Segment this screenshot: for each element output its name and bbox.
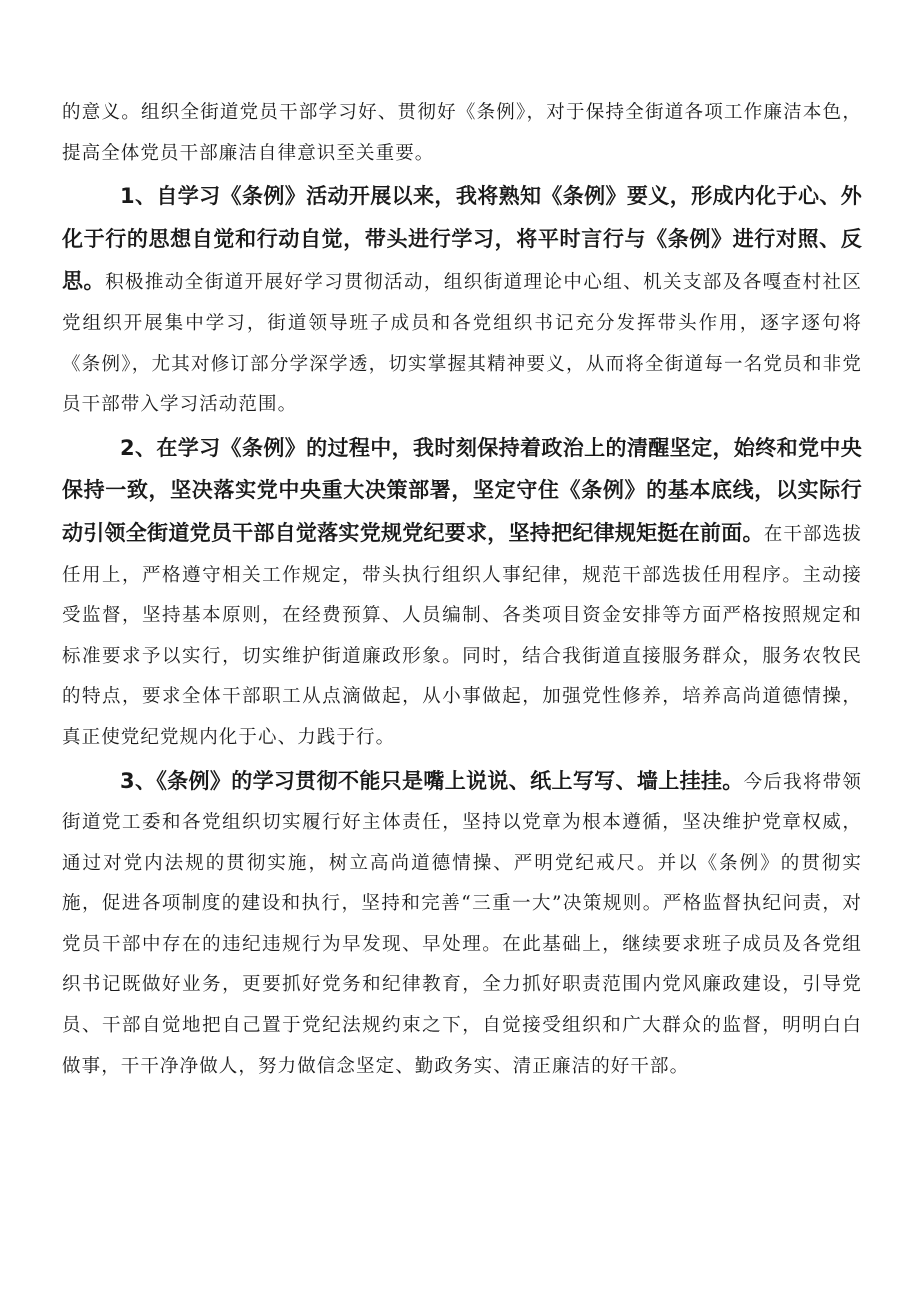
paragraph-item-3-text: 今后我将带领街道党工委和各党组织切实履行好主体责任，坚持以党章为根本遵循，坚决维护党章权威，通过对党内法规的贯彻实施，树立高尚道德情操、严明党纪戒尺。并以《条例》的贯彻实施，促进各项制度的建设和执行，坚持和完善“三重一大”决策规则。严格监督执纪问责，对党员干部中存在的违纪违规行为早发现、早处理。在此基础上，继续要求班子成员及各党组织书记既做好业务，更要抓好党务和纪律教育，全力抓好职责范围内党风廉政建设，引导党员、干部自觉地把自己置于党纪法规约束之下，自觉接受组织和广大群众的监督，明明白白做事，干干净净做人，努力做信念坚定、勤政务实、清正廉洁的好干部。	[62, 771, 862, 1077]
paragraph-intro	[62, 93, 862, 174]
paragraph-item-2-heading: 2、在学习《条例》的过程中，我时刻保持着政治上的清醒坚定，始终和党中央保持一致，坚决落实党中央重大决策部署，坚定守住《条例》的基本底线，以实际行动引领全街道党员干部自觉落实党规党纪要求，坚持把纪律规矩挺在前面。	[62, 435, 862, 545]
paragraph-item-1	[62, 176, 862, 426]
paragraph-intro-text: 的意义。组织全街道党员干部学习好、贯彻好《条例》，对于保持全街道各项工作廉洁本色，提高全体党员干部廉洁自律意识至关重要。	[62, 102, 862, 164]
paragraph-item-2	[62, 428, 862, 759]
paragraph-item-1-text: 积极推动全街道开展好学习贯彻活动，组织街道理论中心组、机关支部及各嘎查村社区党组织开展集中学习，街道领导班子成员和各党组织书记充分发挥带头作用，逐字逐句将《条例》，尤其对修订部分学深学透，切实掌握其精神要义，从而将全街道每一名党员和非党员干部带入学习活动范围。	[62, 272, 862, 416]
paragraph-item-1-heading: 1、自学习《条例》活动开展以来，我将熟知《条例》要义，形成内化于心、外化于行的思想自觉和行动自觉，带头进行学习，将平时言行与《条例》进行对照、反思。	[62, 184, 862, 294]
paragraph-item-3-heading: 3、《条例》的学习贯彻不能只是嘴上说说、纸上写写、墙上挂挂。	[120, 768, 744, 793]
paragraph-item-2-text: 在干部选拔任用上，严格遵守相关工作规定，带头执行组织人事纪律，规范干部选拔任用程序。主动接受监督，坚持基本原则，在经费预算、人员编制、各类项目资金安排等方面严格按照规定和标准要求予以实行，切实维护街道廉政形象。同时，结合我街道直接服务群众，服务农牧民的特点，要求全体干部职工从点滴做起，从小事做起，加强党性修养，培养高尚道德情操，真正使党纪党规内化于心、力践于行。	[62, 523, 862, 748]
paragraph-item-3	[62, 761, 862, 1088]
document-body	[62, 93, 862, 1087]
